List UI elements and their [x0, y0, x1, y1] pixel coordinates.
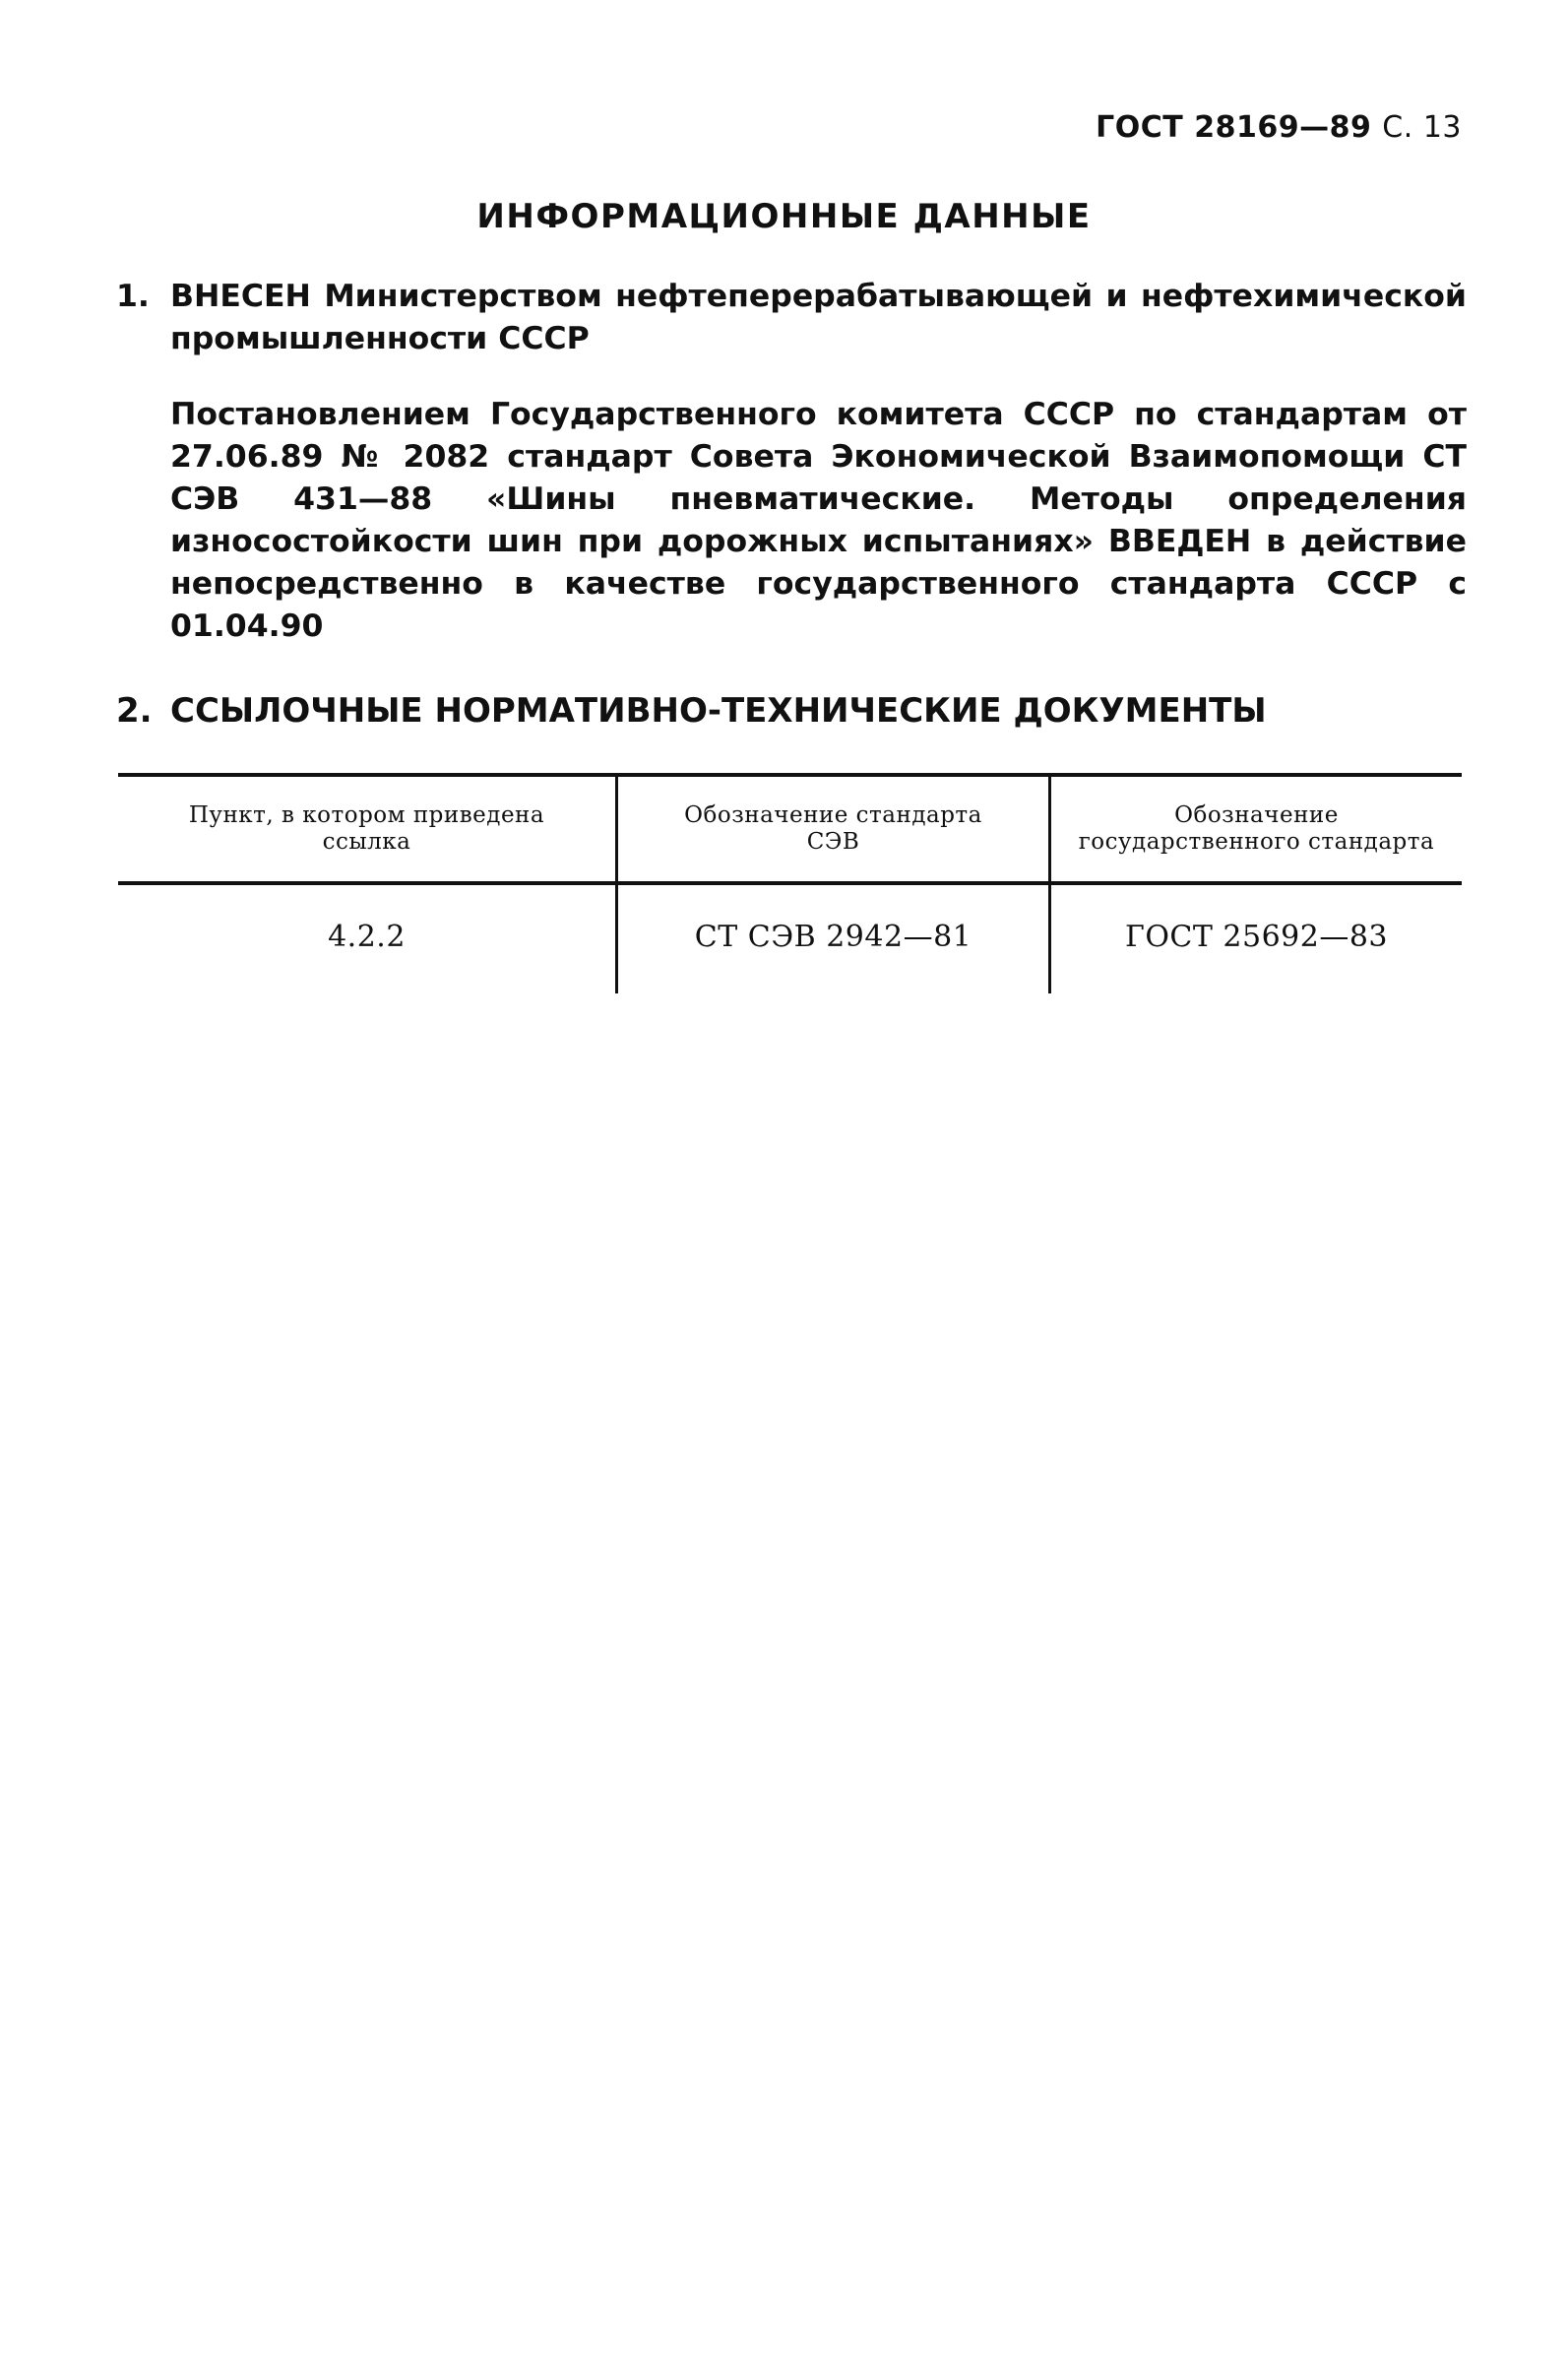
page-number: С. 13 [1382, 110, 1462, 145]
table-header-point: Пункт, в котором приведена ссылка [188, 802, 545, 855]
standard-number: ГОСТ 28169—89 [1096, 110, 1372, 145]
table-header-state-standard: Обозначение государственного стандарта [1078, 802, 1435, 855]
reference-documents-table [118, 773, 1462, 994]
table-header-rule [118, 881, 1462, 885]
section-1-number: 1. [116, 279, 150, 314]
resolution-paragraph: Постановлением Государственного комитета СССР по стандартам от 27.06.89 № 2082 стандарт Совета Экономической Взаимопомощи СТ СЭВ 431—88 «Шины пневматические. Методы определения износостойкости шин при дорожных испытаниях» ВВЕДЕН в действие непосредственно в качестве государственного стандарта СССР с 01.04.90 [170, 397, 1467, 644]
document-title: ИНФОРМАЦИОННЫЕ ДАННЫЕ [476, 197, 1092, 236]
section-2-number: 2. [116, 691, 153, 731]
table-cell-cmea-standard: СТ СЭВ 2942—81 [694, 920, 972, 954]
table-cell-point: 4.2.2 [328, 920, 406, 954]
section-2-text: ССЫЛОЧНЫЕ НОРМАТИВНО-ТЕХНИЧЕСКИЕ ДОКУМЕНТЫ [170, 691, 1267, 731]
table-header-cmea-standard: Обозначение стандарта СЭВ [684, 802, 982, 855]
table-top-rule [118, 773, 1462, 777]
section-1-text: ВНЕСЕН Министерством нефтеперерабатывающей и нефтехимической промышленности СССР [170, 279, 1467, 356]
page-header [1096, 110, 1462, 145]
section-1 [116, 276, 1467, 360]
table-cell-state-standard: ГОСТ 25692—83 [1124, 920, 1389, 954]
section-2-heading [116, 689, 1467, 733]
